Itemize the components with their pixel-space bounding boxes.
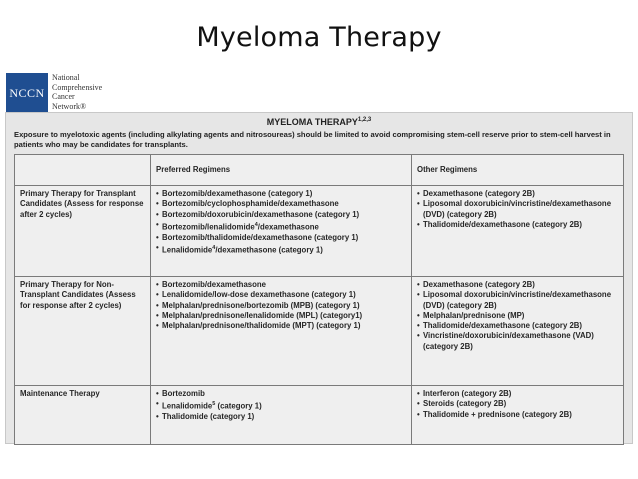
exposure-note: Exposure to myelotoxic agents (including alkylating agents and nitrosoureas) should be limited to avoid compromising stem-cell reserve prior to stem-cell harvest in patients who may be candidates for transplants.: [14, 130, 611, 149]
header-other: Other Regimens: [412, 155, 624, 186]
nccn-logo-mark: NCCN: [6, 73, 48, 113]
logo-line: Cancer: [52, 92, 75, 101]
regimen-text: Lenalidomide: [162, 401, 213, 411]
regimen-text: Dexamethasone (category 2B): [423, 280, 535, 289]
regimen-text: Thalidomide (category 1): [162, 412, 255, 422]
document-title: [6, 117, 632, 127]
regimen-text: Vincristine/doxorubicin/dexamethasone (VAD) (category 2B): [423, 331, 594, 351]
regimen-item: [156, 412, 406, 422]
regimen-text: Bortezomib/thalidomide/dexamethasone (category 1): [162, 232, 359, 242]
slide-title: Myeloma Therapy: [196, 22, 442, 53]
preferred-cell: [151, 277, 412, 386]
regimen-text: Bortezomib/dexamethasone (category 1): [162, 189, 313, 198]
regimen-text: Lenalidomide/low-dose dexamethasone (category 1): [162, 290, 356, 300]
other-list: [417, 280, 618, 352]
nccn-logo-text: [52, 73, 102, 111]
regimen-item: [156, 199, 406, 209]
regimen-text-continued: /dexamethasone (category 1): [215, 245, 323, 255]
header-category: [15, 155, 151, 186]
preferred-list: [156, 189, 406, 256]
preferred-cell: [151, 386, 412, 445]
regimen-item: [156, 280, 406, 290]
regimen-footnote-ref: 5: [212, 401, 216, 408]
regimen-item: [156, 389, 406, 399]
document-title-text: MYELOMA THERAPY: [266, 117, 358, 127]
regimen-item: [417, 311, 618, 321]
other-cell: [412, 386, 624, 445]
regimen-item: [156, 189, 406, 199]
preferred-cell: [151, 186, 412, 277]
regimen-text: Steroids (category 2B): [423, 399, 507, 409]
regimen-item: [417, 189, 618, 199]
regimen-item: [156, 321, 406, 331]
regimen-item: [417, 389, 618, 399]
regimen-item: [417, 199, 618, 220]
logo-line: Network®: [52, 101, 87, 111]
other-cell: [412, 186, 624, 277]
regimen-item: [417, 399, 618, 409]
other-cell: [412, 277, 624, 386]
regimen-item: [417, 220, 618, 230]
regimen-item: [156, 233, 406, 243]
header-preferred: Preferred Regimens: [151, 155, 412, 186]
regimen-item: [417, 410, 618, 420]
regimen-text: Thalidomide/dexamethasone (category 2B): [423, 321, 583, 331]
regimen-text: Bortezomib/doxorubicin/dexamethasone (category 1): [162, 209, 360, 219]
preferred-list: [156, 389, 406, 422]
table-header-row: [15, 155, 624, 186]
table-row: [15, 186, 624, 277]
regimen-item: [156, 311, 406, 321]
regimen-text: Bortezomib/lenalidomide: [162, 222, 255, 232]
regimen-text: Liposomal doxorubicin/vincristine/dexamethasone (DVD) (category 2B): [423, 199, 612, 219]
regimen-text: Bortezomib/cyclophosphamide/dexamethasone: [162, 199, 339, 209]
regimen-text: Bortezomib/dexamethasone: [162, 280, 266, 289]
regimen-item: [156, 399, 406, 412]
regimen-text: Melphalan/prednisone/bortezomib (MPB) (category 1): [162, 300, 360, 310]
regimen-item: [156, 220, 406, 233]
regimen-text: Melphalan/prednisone (MP): [423, 310, 525, 320]
other-list: [417, 189, 618, 230]
other-list: [417, 389, 618, 420]
regimen-item: [417, 331, 618, 352]
regimen-item: [156, 290, 406, 300]
row-label: Maintenance Therapy: [15, 386, 151, 445]
row-label: Primary Therapy for Transplant Candidates (Assess for response after 2 cycles): [15, 186, 151, 277]
regimen-text: Lenalidomide: [162, 245, 213, 255]
regimen-text: Melphalan/prednisone/thalidomide (MPT) (category 1): [162, 321, 361, 331]
regimen-text: Bortezomib: [162, 389, 205, 398]
logo-line: National: [52, 73, 80, 82]
regimen-text-continued: (category 1): [215, 401, 262, 411]
table-row: [15, 277, 624, 386]
regimen-item: [156, 301, 406, 311]
document-title-refs: 1,2,3: [357, 117, 372, 123]
regimen-text: Interferon (category 2B): [423, 389, 512, 398]
regimen-text: Thalidomide + prednisone (category 2B): [423, 409, 572, 419]
regimen-footnote-ref: 4: [254, 221, 258, 228]
preferred-list: [156, 280, 406, 331]
table-row: [15, 386, 624, 445]
regimen-item: [417, 280, 618, 290]
regimen-text-continued: /dexamethasone: [257, 222, 319, 232]
regimen-text: Liposomal doxorubicin/vincristine/dexamethasone (DVD) (category 2B): [423, 290, 612, 310]
logo-line: Comprehensive: [52, 82, 103, 92]
scanned-guideline-page: [5, 112, 633, 444]
regimen-item: [417, 321, 618, 331]
regimen-item: [156, 210, 406, 220]
regimen-item: [417, 290, 618, 311]
regimen-footnote-ref: 4: [212, 245, 216, 252]
regimen-text: Melphalan/prednisone/lenalidomide (MPL) (category1): [162, 310, 363, 320]
regimen-text: Thalidomide/dexamethasone (category 2B): [423, 219, 583, 229]
regimens-table: [14, 154, 624, 445]
nccn-logo: [6, 73, 116, 113]
regimen-item: [156, 243, 406, 256]
row-label: Primary Therapy for Non-Transplant Candidates (Assess for response after 2 cycles): [15, 277, 151, 386]
regimen-text: Dexamethasone (category 2B): [423, 189, 535, 198]
